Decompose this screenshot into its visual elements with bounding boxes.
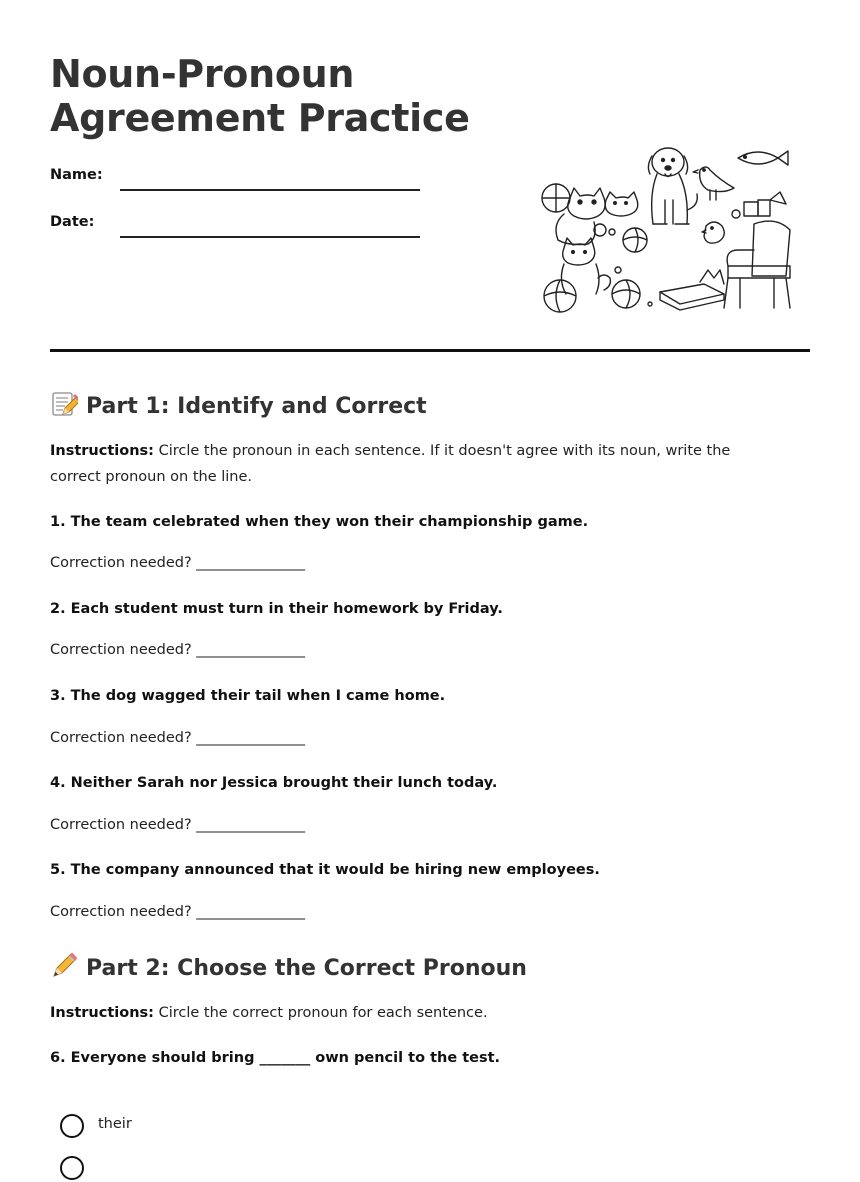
part1-instructions-text: Circle the pronoun in each sentence. If it doesn't agree with its noun, write the correct pronoun on the line. [50, 443, 731, 485]
memo-icon [50, 390, 78, 418]
correction-line-3[interactable]: Correction needed? _______________ [50, 730, 306, 746]
date-field [50, 208, 422, 238]
pets-illustration [540, 140, 802, 320]
part2-heading [50, 952, 527, 983]
name-field [50, 161, 422, 191]
correction-line-5[interactable]: Correction needed? _______________ [50, 904, 306, 920]
part2-heading-text: Part 2: Choose the Correct Pronoun [86, 956, 527, 981]
bird-drawing [693, 167, 734, 200]
dog-drawing [648, 148, 697, 224]
date-line[interactable] [120, 236, 420, 238]
part1-instructions-label: Instructions: [50, 443, 154, 459]
pencil-icon [50, 952, 78, 980]
question-3: 3. The dog wagged their tail when I came home. [50, 688, 446, 704]
cat-drawing [542, 184, 605, 245]
title-line-2: Agreement Practice [50, 96, 470, 140]
title-line-1: Noun-Pronoun [50, 52, 355, 96]
option-label: their [98, 1116, 132, 1132]
date-label: Date: [50, 214, 95, 230]
header-divider [50, 349, 810, 352]
fish-drawing [738, 151, 788, 165]
part1-heading [50, 390, 427, 421]
name-line[interactable] [120, 189, 420, 191]
question-6: 6. Everyone should bring _______ own pencil to the test. [50, 1050, 501, 1066]
question-1: 1. The team celebrated when they won their championship game. [50, 514, 589, 530]
correction-line-2[interactable]: Correction needed? _______________ [50, 642, 306, 658]
worksheet-title [50, 52, 470, 140]
question-2: 2. Each student must turn in their homework by Friday. [50, 601, 503, 617]
part1-heading-text: Part 1: Identify and Correct [86, 394, 427, 419]
correction-line-1[interactable]: Correction needed? _______________ [50, 555, 306, 571]
ball-drawing [623, 228, 647, 252]
books-drawing [660, 270, 724, 310]
part2-instructions [50, 1000, 780, 1026]
radio-circle[interactable] [60, 1156, 84, 1180]
correction-line-4[interactable]: Correction needed? _______________ [50, 817, 306, 833]
question-5: 5. The company announced that it would be hiring new employees. [50, 862, 600, 878]
part2-instructions-label: Instructions: [50, 1005, 154, 1021]
part1-instructions [50, 438, 780, 490]
part2-instructions-text: Circle the correct pronoun for each sentence. [153, 1005, 488, 1021]
question-4: 4. Neither Sarah nor Jessica brought their lunch today. [50, 775, 498, 791]
name-label: Name: [50, 167, 103, 183]
radio-circle[interactable] [60, 1114, 84, 1138]
chair-drawing [724, 221, 790, 308]
